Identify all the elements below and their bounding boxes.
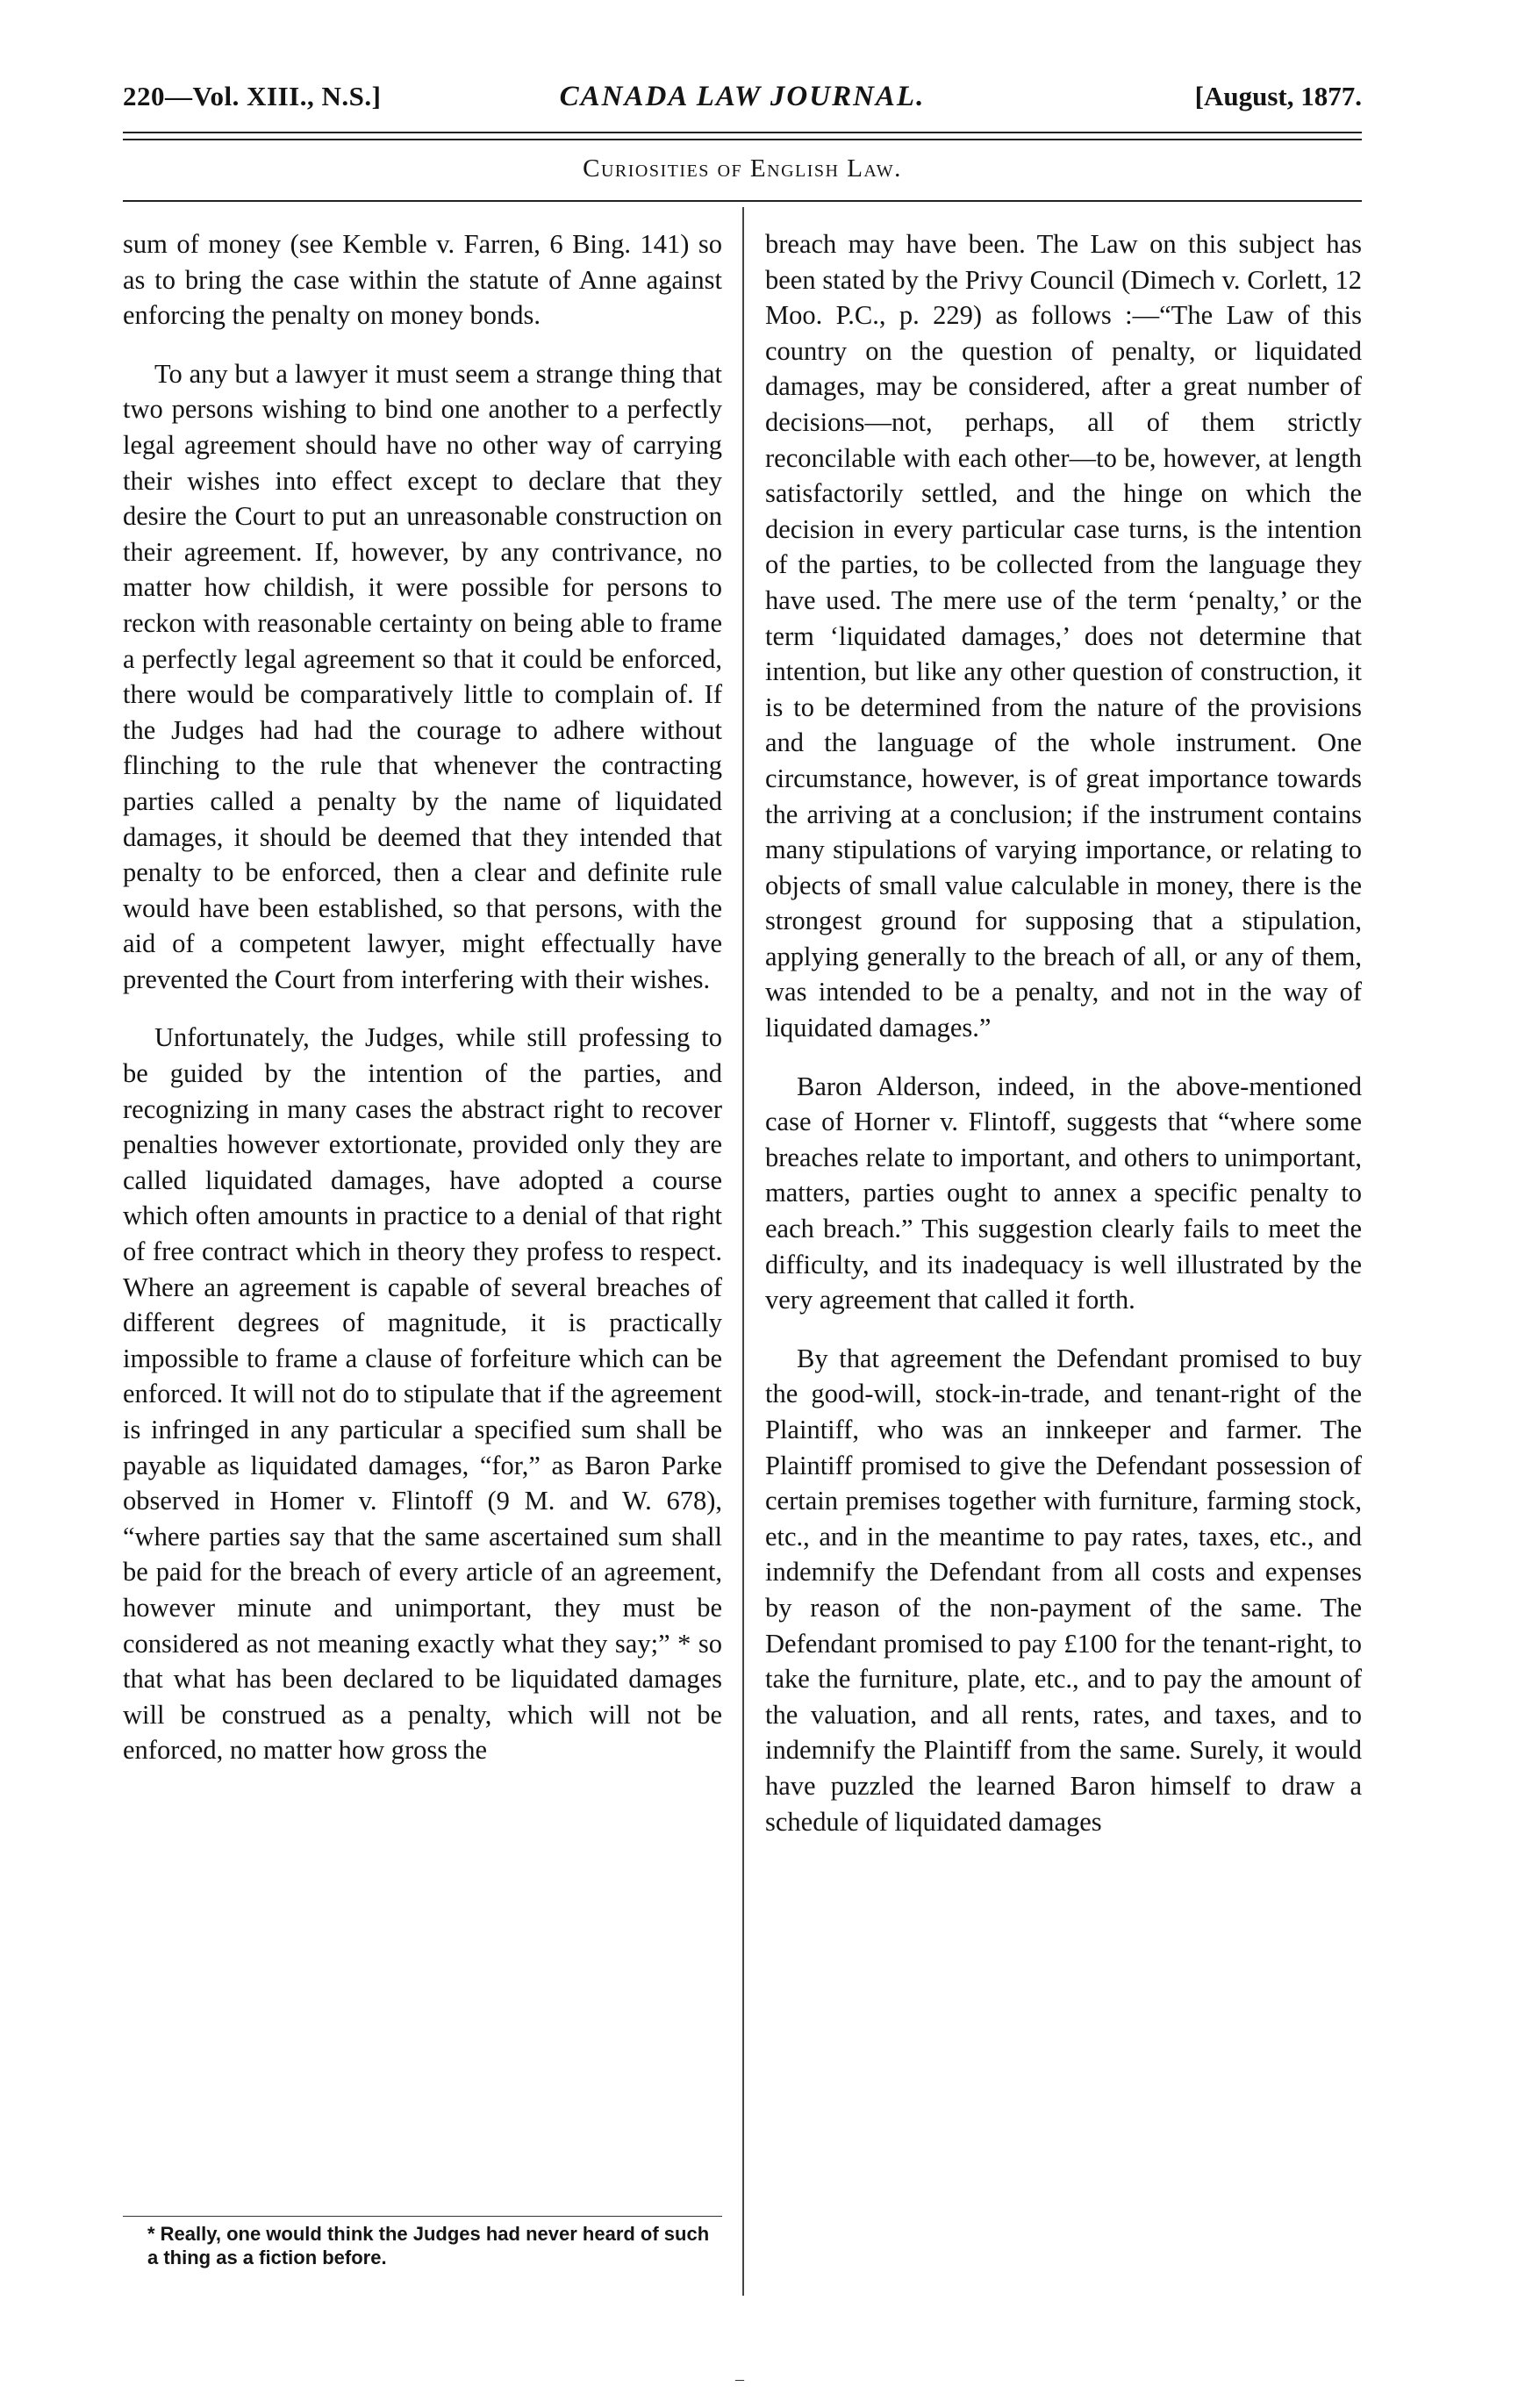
left-paragraph-3: Unfortunately, the Judges, while still professing to be guided by the intention of the parties, and recognizing in many cases the abstract right to recover penalties however extortionate, provided only they are called liquidated damages, have adopted a course which often amounts in practice to a denial of that right of free contract which in theory they profess to respect. Where an agreement is capable of several breaches of different degrees of magnitude, it is practically impossible to frame a clause of forfeiture which can be enforced. It will not do to stipulate that if the agreement is infringed in any particular a specified sum shall be payable as liquidated damages, “for,” as Baron Parke observed in Homer v. Flintoff (9 M. and W. 678), “where parties say that the same ascertained sum shall be paid for the breach of every article of an agreement, however minute and unimportant, they must be considered as not meaning exactly what they say;” * so that what has been declared to be liquidated damages will be construed as a penalty, which will not be enforced, no matter how gross the [123, 1022, 722, 1766]
header-journal-title: CANADA LAW JOURNAL. [559, 81, 926, 112]
footnote-text: * Really, one would think the Judges had never heard of such a thing as a fiction before. [147, 2223, 710, 2268]
running-header [123, 81, 1362, 125]
section-title: Curiosities of English Law. [583, 154, 902, 183]
right-column [765, 226, 1362, 1862]
left-paragraph-1: sum of money (see Kemble v. Farren, 6 Bing. 141) so as to bring the case within the statute of Anne against enforcing the penalty on money bonds. [123, 229, 722, 331]
column-divider [742, 207, 744, 2296]
header-date: [August, 1877. [1194, 81, 1362, 111]
header-volume: 220—Vol. XIII., N.S.] [123, 81, 382, 111]
right-paragraph-2: Baron Alderson, indeed, in the above-mentioned case of Horner v. Flintoff, suggests that “where some breaches relate to important, and others to unimportant, matters, parties ought to annex a specific penalty to each breach.” This suggestion clearly fails to meet the difficulty, and its inadequacy is well illustrated by the very agreement that called it forth. [765, 1071, 1362, 1315]
footnote [123, 2222, 722, 2269]
header-double-rule [123, 132, 1362, 140]
section-rule [123, 200, 1362, 202]
page-mark: – [735, 2369, 744, 2389]
footnote-rule [123, 2216, 722, 2217]
right-paragraph-3: By that agreement the Defendant promised to buy the good-will, stock-in-trade, and tenant-right of the Plaintiff, who was an innkeeper and farmer. The Plaintiff promised to give the Defendant possession of certain premises together with furniture, farming stock, etc., and in the meantime to pay rates, taxes, etc., and indemnify the Defendant from all costs and expenses by reason of the non-payment of the same. The Defendant promised to pay £100 for the tenant-right, to take the furniture, plate, etc., and to pay the amount of the valuation, and all rents, rates, and taxes, and to indemnify the Plaintiff from the same. Surely, it would have puzzled the learned Baron himself to draw a schedule of liquidated damages [765, 1343, 1362, 1837]
left-paragraph-2: To any but a lawyer it must seem a strange thing that two persons wishing to bind one another to a perfectly legal agreement should have no other way of carrying their wishes into effect except to declare that they desire the Court to put an unreasonable construction on their agreement. If, however, by any contrivance, no matter how childish, it were possible for persons to reckon with reasonable certainty on being able to frame a perfectly legal agreement so that it could be enforced, there would be comparatively little to complain of. If the Judges had had the courage to adhere without flinching to the rule that whenever the contracting parties called a penalty by the name of liquidated damages, it should be deemed that they intended that penalty to be enforced, then a clear and definite rule would have been established, so that persons, with the aid of a competent lawyer, might effectually have prevented the Court from interfering with their wishes. [123, 358, 722, 994]
right-paragraph-1: breach may have been. The Law on this subject has been stated by the Privy Council (Dimech v. Corlett, 12 Moo. P.C., p. 229) as follows :—“The Law of this country on the question of penalty, or liquidated damages, may be considered, after a great number of decisions—not, perhaps, all of them strictly reconcilable with each other—to be, however, at length satisfactorily settled, and the hinge on which the decision in every particular case turns, is the intention of the parties, to be collected from the language they have used. The mere use of the term ‘penalty,’ or the term ‘liquidated damages,’ does not determine that intention, but like any other question of construction, it is to be determined from the nature of the provisions and the language of the whole instrument. One circumstance, however, is of great importance towards the arriving at a conclusion; if the instrument contains many stipulations of varying importance, or relating to objects of small value calculable in money, there is the strongest ground for supposing that a stipulation, applying generally to the breach of all, or any of them, was intended to be a penalty, and not in the way of liquidated damages.” [765, 229, 1362, 1043]
left-column [123, 226, 722, 1791]
